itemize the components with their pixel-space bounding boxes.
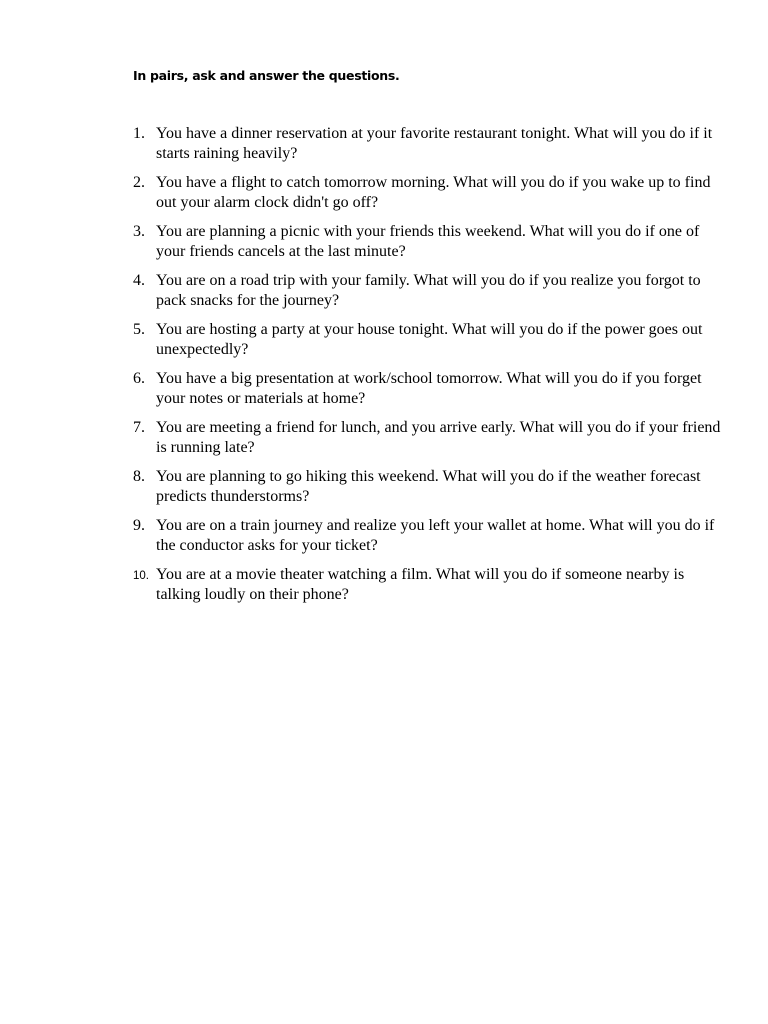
question-text: You have a dinner reservation at your favorite restaurant tonight. What will you do if it starts raining heavily? [156, 125, 713, 162]
question-number: 10. [133, 570, 149, 582]
question-item [133, 516, 723, 556]
question-item [133, 124, 723, 164]
question-item [133, 565, 723, 605]
question-number: 6. [133, 370, 145, 387]
question-text: You have a flight to catch tomorrow morning. What will you do if you wake up to find out your alarm clock didn't go off? [156, 174, 711, 211]
question-number: 7. [133, 419, 145, 436]
question-item [133, 173, 723, 213]
question-item [133, 271, 723, 311]
question-text: You are hosting a party at your house tonight. What will you do if the power goes out unexpectedly? [156, 321, 703, 358]
question-number: 1. [133, 125, 145, 142]
question-list [133, 124, 723, 614]
question-number: 8. [133, 468, 145, 485]
question-number: 5. [133, 321, 145, 338]
question-text: You are planning a picnic with your friends this weekend. What will you do if one of your friends cancels at the last minute? [156, 223, 700, 260]
question-text: You are on a road trip with your family. What will you do if you realize you forgot to pack snacks for the journey? [156, 272, 701, 309]
question-item [133, 418, 723, 458]
question-number: 2. [133, 174, 145, 191]
question-item [133, 369, 723, 409]
question-text: You are planning to go hiking this weekend. What will you do if the weather forecast predicts thunderstorms? [156, 468, 701, 505]
instruction-heading: In pairs, ask and answer the questions. [133, 68, 400, 83]
question-text: You are meeting a friend for lunch, and you arrive early. What will you do if your friend is running late? [156, 419, 721, 456]
question-item [133, 320, 723, 360]
question-text: You are at a movie theater watching a film. What will you do if someone nearby is talking loudly on their phone? [156, 566, 685, 603]
question-number: 9. [133, 517, 145, 534]
question-text: You have a big presentation at work/school tomorrow. What will you do if you forget your notes or materials at home? [156, 370, 702, 407]
question-item [133, 222, 723, 262]
question-text: You are on a train journey and realize you left your wallet at home. What will you do if the conductor asks for your ticket? [156, 517, 715, 554]
question-item [133, 467, 723, 507]
question-number: 4. [133, 272, 145, 289]
question-number: 3. [133, 223, 145, 240]
